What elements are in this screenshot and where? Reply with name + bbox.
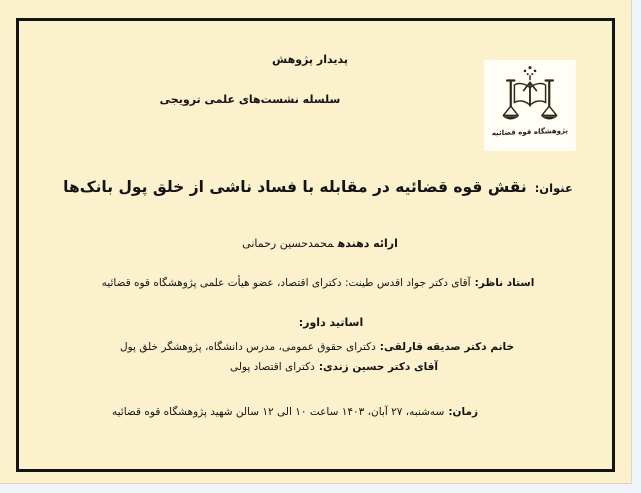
supervisor-details: آقای دکتر جواد اقدس طینت: دکترای اقتصاد، عضو هیأت علمی پژوهشگاه قوه قضائیه [101,277,471,289]
session-title [63,178,573,196]
program-name: پدیدار پژوهش [272,53,348,66]
justice-scales-book-icon [493,64,567,130]
supervisor-line [102,277,535,289]
schedule-line [112,406,478,418]
logo-box [484,60,576,151]
title-text: نقش قوه قضائیه در مقابله با فساد ناشی از خلق پول بانک‌ها [63,178,527,196]
title-label: عنوان: [534,181,573,195]
judge-name: آقای دکتر حسین زندی: [318,361,439,373]
series-title: سلسله نشست‌های علمی ترویجی [159,93,341,106]
presenter-line [242,237,398,250]
schedule-label: زمان: [448,406,478,418]
judges-heading: اساتید داور: [298,316,364,329]
supervisor-label: استاد ناظر: [474,277,535,289]
judge-name: خانم دکتر صدیقه قارلقی: [379,341,515,353]
judge-row [230,361,438,373]
judge-details: دکترای حقوق عمومی، مدرس دانشگاه، پژوهشگر خلق پول [119,341,376,353]
judge-details: دکترای اقتصاد پولی [229,361,315,373]
logo-caption: پژوهشگاه قوه قضائیه [491,126,569,138]
presenter-name: محمدحسین رحمانی [242,237,334,250]
schedule-details: سه‌شنبه، ۲۷ آبان، ۱۴۰۳ ساعت ۱۰ الی ۱۲ سالن شهید پژوهشگاه قوه قضائیه [112,406,445,418]
judge-row [120,341,514,353]
presenter-label: ارائه دهنده [337,237,398,250]
